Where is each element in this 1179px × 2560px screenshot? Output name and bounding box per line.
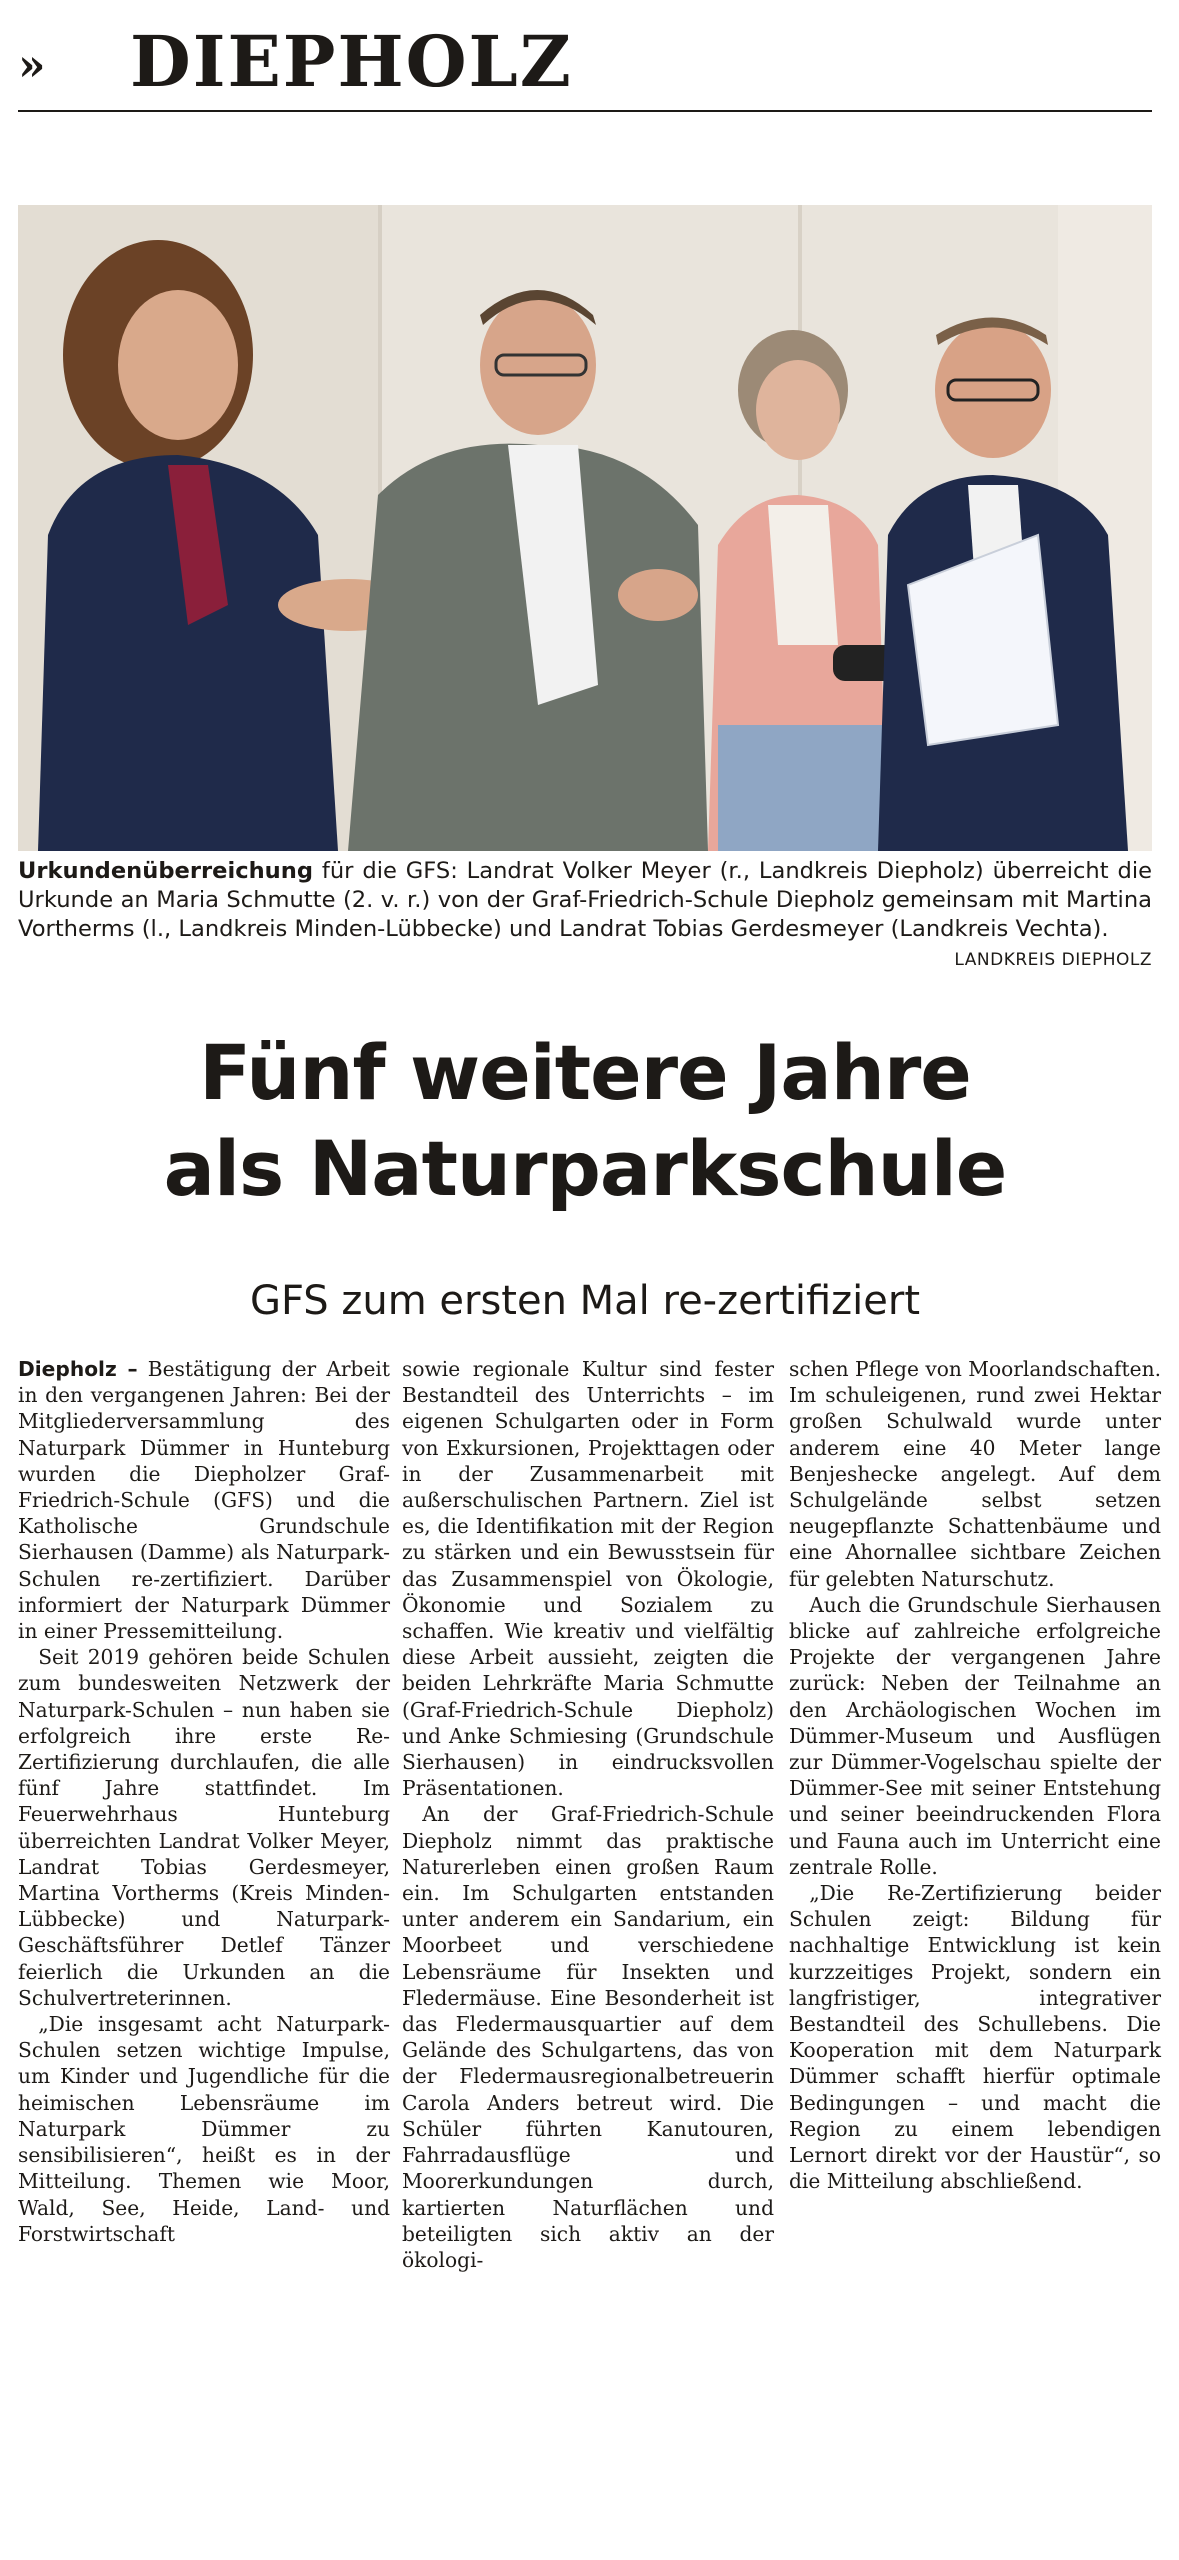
headline-line-1: Fünf weitere Jahre	[199, 1028, 971, 1117]
article-paragraph: „Die Re-Zertifizierung beider Schulen zeigt: Bildung für nachhaltige Entwicklung ist kein kurzzeitiges Projekt, sondern ein langfristiger, integrativer Bestandteil des Schullebens. Die Kooperation mit dem Naturpark Dümmer schafft hierfür optimale Bedingungen – und macht die Region zu einem lebendigen Lernort direkt vor der Haustür“, so die Mitteilung abschließend.	[789, 1881, 1161, 2194]
photo-caption	[18, 857, 1152, 944]
section-title: DIEPHOLZ	[130, 20, 573, 103]
people-photo-illustration	[18, 205, 1152, 851]
article-paragraph: An der Graf-Friedrich-Schule Diepholz nimmt das praktische Naturerleben einen großen Raum ein. Im Schulgarten entstanden unter anderem ein Sandarium, ein Moorbeet und verschiedene Lebensräume für Insekten und Fledermäuse. Eine Besonderheit ist das Fledermausquartier auf dem Gelände des Schulgartens, das von der Fledermausregionalbetreuerin Carola Anders betreut wird. Die Schüler führten Kanutouren, Fahrradausflüge und Moorerkundungen durch, kartierten Naturflächen und beteiligten sich aktiv an der ökologi-	[402, 1802, 774, 2272]
article-column-2	[402, 1356, 774, 2273]
article-paragraph: Auch die Grundschule Sierhausen blicke auf zahlreiche erfolgreiche Projekte der vergangenen Jahre zurück: Neben der Teilnahme an den Archäologischen Wochen im Dümmer-Museum und Ausflügen zur Dümmer-Vogelschau spielte der Dümmer-See mit seiner Entstehung und seiner beeindruckenden Flora und Fauna auch im Unterricht eine zentrale Rolle.	[789, 1592, 1161, 1879]
article-paragraph: sowie regionale Kultur sind fester Bestandteil des Unterrichts – im eigenen Schulgarten oder in Form von Exkursionen, Projekttagen oder in der Zusammenarbeit mit außerschulischen Partnern. Ziel ist es, die Identifikation mit der Region zu stärken und ein Bewusstsein für das Zusammenspiel von Ökologie, Ökonomie und Sozialem zu schaffen. Wie kreativ und vielfältig diese Arbeit aussieht, zeigten die beiden Lehrkräfte Maria Schmutte (Graf-Friedrich-Schule Diepholz) und Anke Schmiesing (Grundschule Sierhausen) in eindrucksvollen Präsentationen.	[402, 1357, 774, 1801]
headline	[18, 1025, 1152, 1217]
article-photo	[18, 205, 1152, 851]
article-paragraph: Seit 2019 gehören beide Schulen zum bundesweiten Netzwerk der Naturpark-Schulen – nun haben sie erfolgreich ihre erste Re-Zertifizierung durchlaufen, die alle fünf Jahre stattfindet. Im Feuerwehrhaus Hunteburg überreichten Landrat Volker Meyer, Landrat Tobias Gerdesmeyer, Martina Vortherms (Kreis Minden-Lübbecke) und Naturpark-Geschäftsführer Detlef Tänzer feierlich die Urkunden an die Schulvertreterinnen.	[18, 1645, 390, 2010]
article-paragraph: schen Pflege von Moorlandschaften. Im schuleigenen, rund zwei Hektar großen Schulwald wurde unter anderem eine 40 Meter lange Benjeshecke angelegt. Auf dem Schulgelände selbst setzen neugepflanzte Schattenbäume und eine Ahornallee sichtbare Zeichen für gelebten Naturschutz.	[789, 1357, 1161, 1591]
article-paragraph: „Die insgesamt acht Naturpark-Schulen setzen wichtige Impulse, um Kinder und Jugendliche für die heimischen Lebensräume im Naturpark Dümmer zu sensibilisieren“, heißt es in der Mitteilung. Themen wie Moor, Wald, See, Heide, Land- und Forstwirtschaft	[18, 2012, 390, 2246]
article-column-3	[789, 1356, 1161, 2195]
section-masthead	[18, 18, 1152, 112]
headline-line-2: als Naturparkschule	[163, 1124, 1007, 1213]
caption-lead: Urkundenüberreichung	[18, 858, 314, 884]
photo-credit: LANDKREIS DIEPHOLZ	[954, 950, 1152, 970]
article-column-1	[18, 1356, 390, 2247]
article-paragraph	[18, 1356, 390, 1644]
subheadline: GFS zum ersten Mal re-zertifiziert	[249, 1278, 921, 1324]
chevron-icon: »	[18, 40, 46, 91]
paragraph-text: Bestätigung der Arbeit in den vergangenen Jahren: Bei der Mitgliederversammlung des Naturpark Dümmer in Hunteburg wurden die Diepholzer Graf-Friedrich-Schule (GFS) und die Katholische Grundschule Sierhausen (Damme) als Naturpark-Schulen re-zertifiziert. Darüber informiert der Naturpark Dümmer in einer Pressemitteilung.	[18, 1357, 390, 1644]
caption-text: für die GFS: Landrat Volker Meyer (r., Landkreis Diepholz) überreicht die Urkunde an Maria Schmutte (2. v. r.) von der Graf-Friedrich-Schule Diepholz gemeinsam mit Martina Vortherms (l., Landkreis Minden-Lübbecke) und Landrat Tobias Gerdesmeyer (Landkreis Vechta).	[18, 858, 1152, 942]
dateline: Diepholz –	[18, 1357, 138, 1381]
